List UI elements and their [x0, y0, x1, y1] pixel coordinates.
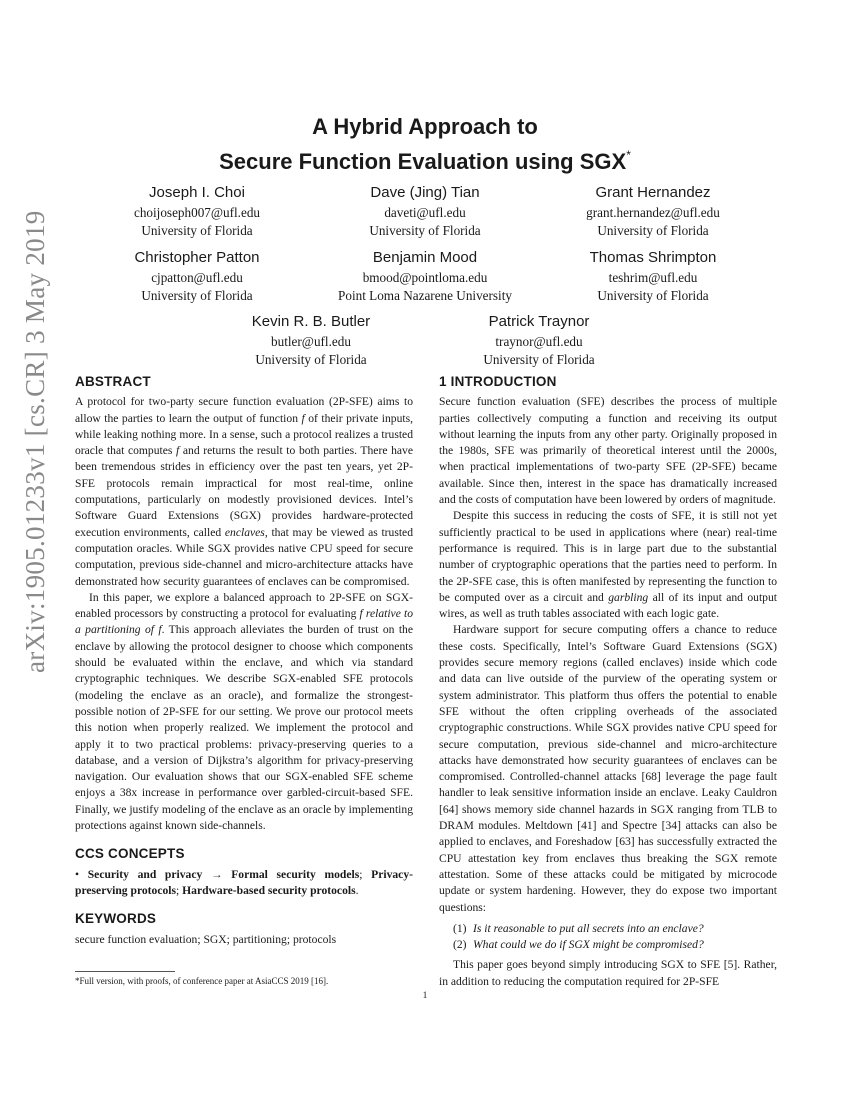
author-email: bmood@pointloma.edu	[362, 270, 488, 285]
author-name: Dave (Jing) Tian	[370, 184, 480, 201]
emphasis-partitioning: relative to a partitioning of f	[75, 607, 413, 637]
author-affiliation: University of Florida	[597, 287, 709, 303]
left-column	[75, 374, 413, 948]
author-email: grant.hernandez@ufl.edu	[586, 205, 720, 220]
author-affiliation: University of Florida	[141, 287, 253, 303]
author-name: Thomas Shrimpton	[589, 249, 717, 266]
ccs-bullet: •	[75, 867, 80, 881]
author-email: traynor@ufl.edu	[495, 334, 583, 349]
author-block	[513, 247, 793, 304]
author-block	[513, 182, 793, 239]
question-number: (2)	[453, 938, 467, 952]
footnote: *Full version, with proofs, of conference paper at AsiaCCS 2019 [16].	[75, 976, 329, 986]
author-name: Benjamin Mood	[372, 249, 478, 266]
author-email: butler@ufl.edu	[271, 334, 351, 349]
abstract-text: . This approach alleviates the burden of trust on the enclave by allowing the protocol designer to choose which components should be evaluated within the enclave, and which via standard cryptographic techniques. We describe SGX-enabled SFE protocols (modeling the enclave as an oracle), and formalize the strongest-possible notion of 2P-SFE for our setting. We prove our protocol meets this notion when properly realized. We implement the protocol and apply it to two practical problems: privacy-preserving queries to a database, and a version of Dijkstra’s algorithm for privacy-preserving navigation. Our evaluation shows that our SGX-enabled SFE scheme enjoys a 38x increase in performance over garbled-circuit-based SFE. Finally, we justify modeling of the enclave as an oracle by implementing protections against known side-channels.	[75, 623, 413, 833]
title-line-2-text: Secure Function Evaluation using SGX	[219, 149, 627, 174]
ccs-arrow: →	[210, 867, 223, 881]
author-affiliation: Point Loma Nazarene University	[338, 287, 512, 303]
abstract-text: and returns the result to both parties. There have been tremendous strides in efficiency over the past ten years, yet 2P-SFE protocols remain impractical for most real-time, online computations, particularly on modestly provisioned devices. Intel’s Software Guard Extensions (SGX) provides hardware-protected execution environments, called	[75, 444, 413, 539]
author-name: Christopher Patton	[134, 249, 260, 266]
intro-paragraph-2	[439, 508, 777, 622]
question-item	[439, 921, 777, 937]
author-email: daveti@ufl.edu	[384, 205, 466, 220]
ccs-item: Privacy-preserving protocols	[75, 867, 413, 897]
intro-text: all of its input and output wires, as well as truth tables associated with each logic gate.	[439, 590, 777, 621]
question-text: What could we do if SGX might be compromised?	[473, 938, 704, 952]
author-email: teshrim@ufl.edu	[608, 270, 698, 285]
ccs-concepts	[75, 867, 413, 900]
math-f: f	[359, 607, 363, 621]
intro-paragraph-4: This paper goes beyond simply introducing SGX to SFE [5]. Rather, in addition to reducing the computation required for 2P-SFE	[439, 958, 777, 988]
ccs-item: Security and privacy	[87, 867, 203, 881]
author-affiliation: University of Florida	[141, 222, 253, 238]
title-line-1: A Hybrid Approach to	[312, 114, 538, 139]
footnote-rule	[75, 971, 175, 972]
author-affiliation: University of Florida	[369, 222, 481, 238]
arxiv-stamp: arXiv:1905.01233v1 [cs.CR] 3 May 2019	[20, 210, 50, 673]
ccs-end: .	[355, 883, 359, 897]
author-name: Patrick Traynor	[488, 313, 590, 330]
question-text: Is it reasonable to put all secrets into an enclave?	[473, 921, 704, 935]
paper-title	[0, 113, 850, 176]
ccs-separator: ;	[359, 867, 372, 881]
title-line-2	[0, 141, 850, 176]
introduction-heading: 1 INTRODUCTION	[439, 374, 557, 389]
intro-text: Despite this success in reducing the costs of SFE, it is still not yet sufficiently practical to be used in applications where (near) real-time performance is required. This is in large part due to the substantial number of cryptographic operations that the parties need to perform. In the 2P-SFE case, this is often manifested by representing the function to be computed over as a circuit and	[439, 509, 777, 604]
abstract-text: , that may be viewed as trusted computation oracles. While SGX provides native CPU speed for secure computation, previous side-channel and micro-architecture attacks have demonstrated how security guarantees of enclaves can be compromised.	[75, 525, 413, 588]
author-affiliation: University of Florida	[597, 222, 709, 238]
abstract-paragraph-2	[75, 590, 413, 834]
abstract-paragraph-1	[75, 394, 413, 590]
intro-paragraph-3: Hardware support for secure computing offers a chance to reduce these costs. Specifically, Intel’s Software Guard Extensions (SGX) provides secure memory regions (called enclaves) inside which code and data can live outside of the purview of the operating system or system administrator. This platform thus offers the potential to enable SFE without the often crippling overheads of the associated cryptographic constructions. While SGX provides native CPU speed for secure computation, previous side-channel and micro-architecture attacks have demonstrated how security guarantees of enclaves can be compromised. Controlled-channel attacks [68] leverage the page fault handler to leak sensitive information inside an enclave. Leaky Cauldron [64] shows memory side channel hazards in SGX ranging from TLB to DRAM modules. Meltdown [41] and Spectre [34] attacks can also be applied to enclaves, and Foreshadow [63] has successfully extracted the CPU attestation key from enclaves thus breaking the SGX remote attestation. Some of these attacks could be mitigated by microcode update or system hardening. However, they do expose two important questions:	[439, 623, 777, 914]
author-name: Grant Hernandez	[595, 184, 711, 201]
abstract-heading: ABSTRACT	[75, 374, 151, 389]
keywords-heading: KEYWORDS	[75, 911, 157, 927]
abstract-text: In this paper, we explore a balanced approach to 2P-SFE on SGX-enabled processors by constructing a protocol for evaluating	[75, 590, 413, 621]
ccs-heading: CCS CONCEPTS	[75, 846, 185, 862]
author-block	[399, 311, 679, 368]
ccs-item: Hardware-based security protocols	[182, 883, 356, 897]
author-email: cjpatton@ufl.edu	[151, 270, 243, 285]
title-footnote-mark: *	[626, 148, 631, 162]
abstract-text: of their private inputs, while leaking nothing more. In a sense, such a protocol realizes a trusted oracle that computes	[75, 411, 413, 458]
author-email: choijoseph007@ufl.edu	[133, 205, 261, 220]
math-f: f	[301, 411, 305, 425]
author-name: Kevin R. B. Butler	[251, 313, 371, 330]
math-f: f	[176, 444, 180, 458]
emphasis-enclaves: enclaves	[224, 525, 265, 539]
author-affiliation: University of Florida	[483, 351, 595, 367]
ccs-separator: ;	[176, 883, 183, 897]
right-column	[439, 374, 777, 990]
ccs-item: Formal security models	[231, 867, 360, 881]
emphasis-garbling: garbling	[608, 590, 649, 604]
author-affiliation: University of Florida	[255, 351, 367, 367]
keywords-text: secure function evaluation; SGX; partitioning; protocols	[75, 932, 337, 946]
page-number: 1	[422, 991, 428, 1001]
abstract-text: A protocol for two-party secure function evaluation (2P-SFE) aims to allow the parties to learn the output of function	[75, 395, 413, 425]
question-list	[439, 921, 777, 954]
question-item	[439, 937, 777, 953]
intro-paragraph-1: Secure function evaluation (SFE) describes the process of multiple parties collectively computing a function and receiving its output without learning the inputs from any other party. Originally proposed in the 1980s, SFE was primarily of theoretical interest until the 2000s, when practical implementations of two-party SFE (2P-SFE) became available. Since then, interest in the space has dramatically increased and the costs of computation have been lowered by orders of magnitude.	[439, 395, 777, 507]
author-name: Joseph I. Choi	[149, 184, 245, 201]
question-number: (1)	[453, 921, 467, 935]
